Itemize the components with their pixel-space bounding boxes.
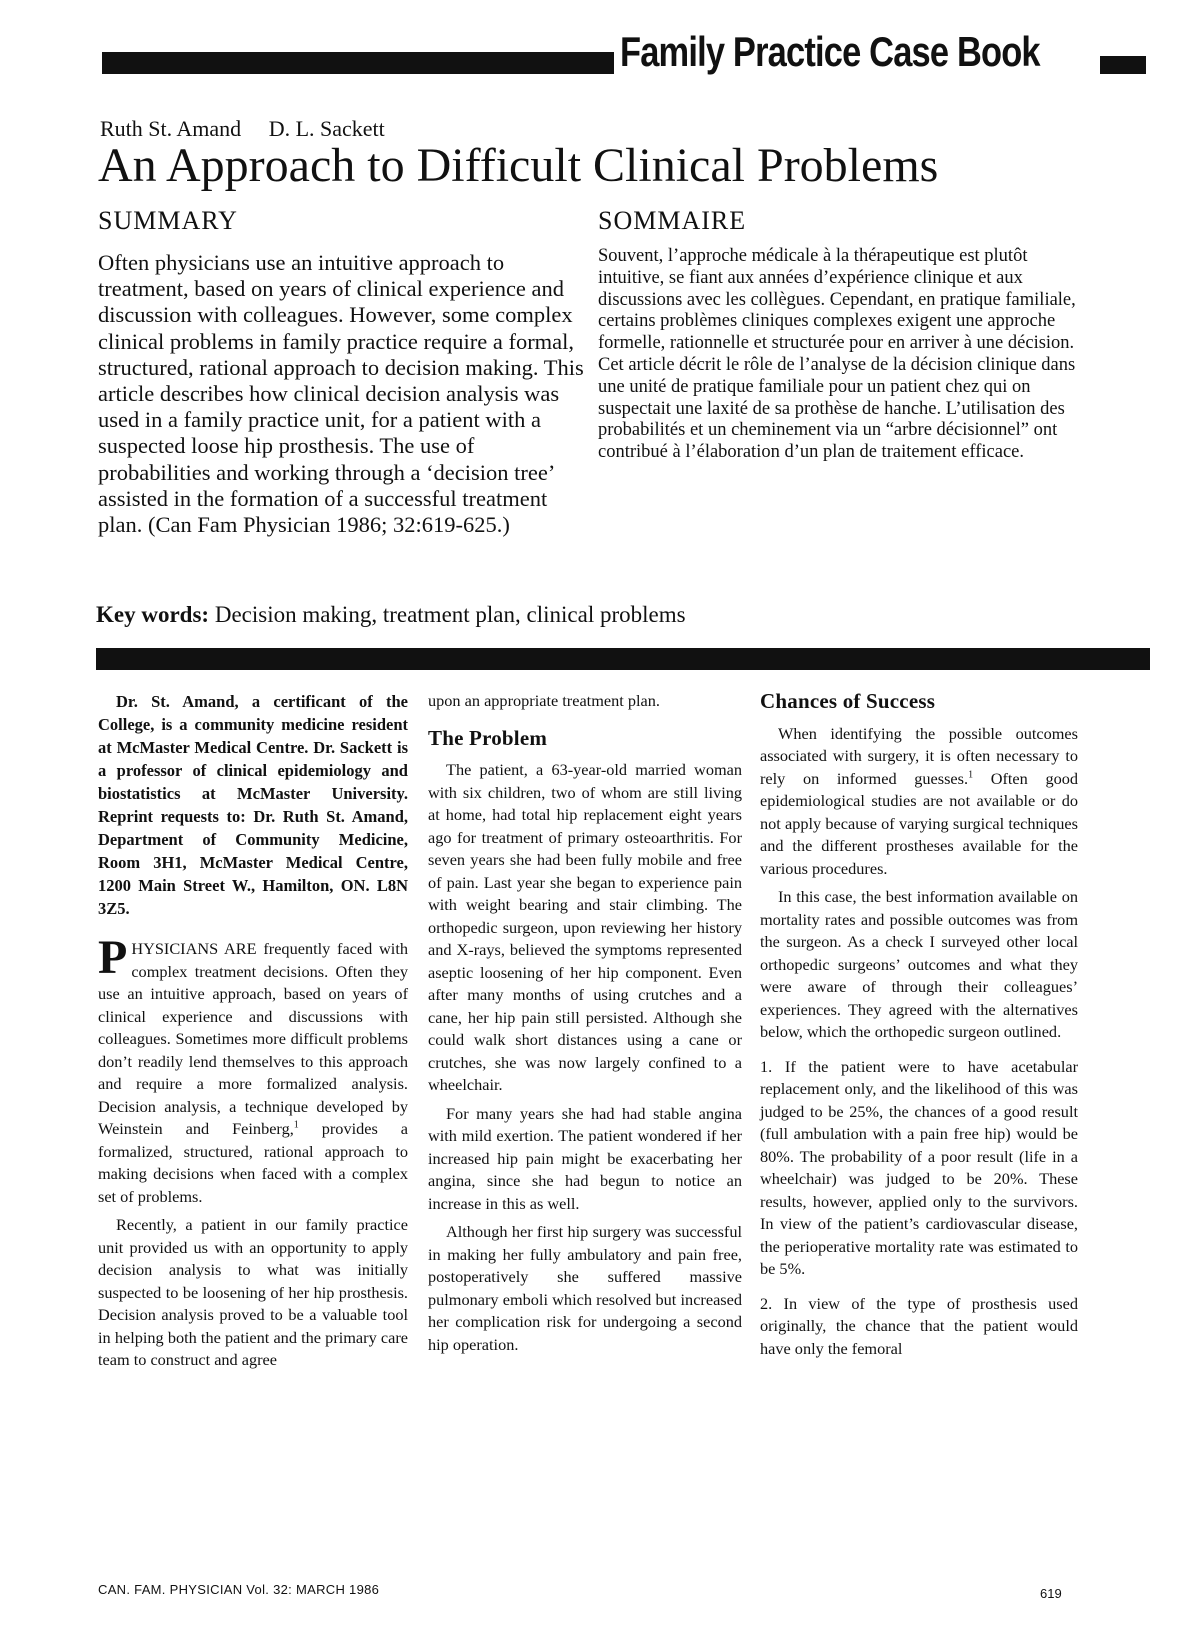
success-heading: Chances of Success [760, 689, 936, 713]
success-paragraph: When identifying the possible outcomes associated with surgery, it is often necessary to rely on informed guesses.$^1$ Often good epidemiological studies are not available or do not apply because of varying surgical techniques and the different prostheses available for the various procedures. [760, 723, 1079, 878]
intro-paragraph: Recently, a patient in our family practice unit provided us with an opportunity to apply decision analysis to what was initially suspected to be loosening of her hip prosthesis. Decision analysis proved to be a valuable tool in helping both the patient and the primary care team to construct and agree [98, 1215, 408, 1369]
body-column-3 [760, 690, 1078, 1366]
problem-paragraph: The patient, a 63-year-old married woman with six children, two of whom are still living at home, had total hip replacement eight years ago for treatment of primary osteoarthritis. For seven years she had been fully mobile and free of pain. Last year she began to experience pain with weight bearing and stair climbing. The orthopedic surgeon, upon reviewing her history and X-rays, believed the symptoms represented aseptic loosening of her hip component. Even after many months of using crutches and a cane, her hip pain still persisted. Although she could walk short distances using a cane or crutches, she was now largely confined to a wheelchair. [428, 760, 742, 1094]
summary-heading: SUMMARY [98, 206, 238, 235]
continued-paragraph: upon an appropriate treatment plan. [428, 691, 660, 710]
numbered-item: 1. If the patient were to have acetabular replacement only, and the likelihood of this was judged to be 25%, the chances of a good result (full ambulation with a pain free hip) would be 80%. The probability of a poor result (life in a wheelchair) was judged to be 20%. These results, however, applied only to the survivors. In view of the patient’s cardiovascular disease, the perioperative mortality rate was estimated to be 5%. [760, 1056, 1078, 1278]
success-paragraph: In this case, the best information available on mortality rates and possible outcomes was from the surgeon. As a check I surveyed other local orthopedic surgeons’ outcomes and what they were aware of through their colleagues’ experiences. They agreed with the alternatives below, which the orthopedic surgeon outlined. [760, 887, 1078, 1041]
article-title: An Approach to Difficult Clinical Problems [98, 139, 939, 192]
keywords-line [96, 602, 686, 628]
author-name: Ruth St. Amand [100, 116, 242, 141]
sommaire-heading: SOMMAIRE [598, 206, 747, 235]
drop-cap: P [98, 931, 128, 984]
header-rule-bar-end [1100, 56, 1146, 74]
body-column-2 [428, 690, 742, 1362]
page-number: 619 [1040, 1586, 1062, 1601]
sommaire-text: Souvent, l’approche médicale à la thérapeutique est plutôt intuitive, se fiant aux années d’expérience clinique et aux discussions avec les collègues. Cependant, en pratique familiale, certains problèmes cliniques complexes exigent une approche formelle, rationnelle et structurée pour en arriver à une décision. Cet article décrit le rôle de l’analyse de la décision clinique dans une unité de pratique familiale pour un patient chez qui on suspectait une laxité de sa prothèse de hanche. L’utilisation des probabilités et un cheminement via un “arbre décisionnel” ont contribué à l’élaboration d’un plan de traitement efficace. [598, 246, 1076, 463]
problem-heading: The Problem [428, 725, 548, 750]
summary-text: Often physicians use an intuitive approach to treatment, based on years of clinical experience and discussion with colleagues. However, some complex clinical problems in family practice require a formal, structured, rational approach to decision making. This article describes how clinical decision analysis was used in a family practice unit, for a patient with a suspected loose hip prosthesis. The use of probabilities and working through a ‘decision tree’ assisted in the formation of a successful treatment plan. (Can Fam Physician 1986; 32:619-625.) [98, 250, 584, 538]
section-title: Family Practice Case Book [620, 28, 1040, 75]
problem-paragraph: For many years she had had stable angina with mild exertion. The patient wondered if her increased hip pain might be exacerbating her angina, since she had begun to notice an increase in this as well. [428, 1103, 742, 1213]
journal-footer: CAN. FAM. PHYSICIAN Vol. 32: MARCH 1986 [98, 1582, 380, 1597]
footnote-ref: 1 [293, 1119, 299, 1131]
author-note: Dr. St. Amand, a certificant of the College, is a community medicine resident at McMaster Medical Centre. Dr. Sackett is a professor of clinical epidemiology and biostatistics at McMaster University. Reprint requests to: Dr. Ruth St. Amand, Department of Community Medicine, Room 3H1, McMaster Medical Centre, 1200 Main Street W., Hamilton, ON. L8N 3Z5. [98, 692, 408, 918]
numbered-item: 2. In view of the type of prosthesis used originally, the chance that the patient would have only the femoral [760, 1293, 1078, 1358]
problem-paragraph: Although her first hip surgery was successful in making her fully ambulatory and pain free, postoperatively she suffered massive pulmonary emboli which resolved but increased her complication risk for undergoing a second hip operation. [428, 1222, 742, 1354]
section-divider-bar [96, 648, 1150, 670]
author-name: D. L. Sackett [268, 116, 385, 141]
intro-paragraph: PHYSICIANS ARE frequently faced with complex treatment decisions. Often they use an intuitive approach, based on years of clinical experience and discussions with colleagues. Sometimes more difficult problems don’t readily lend themselves to this approach and require a more formalized analysis. Decision analysis, a technique developed by Weinstein and Feinberg,$^1$ provides a formalized, structured, rational approach to making decisions when faced with a complex set of problems. [98, 931, 408, 1206]
keywords-label: Key words: [96, 602, 210, 627]
footnote-ref: 1 [968, 769, 974, 781]
body-column-1 [98, 690, 408, 1378]
keywords-text: Decision making, treatment plan, clinical problems [214, 602, 686, 627]
header-rule-bar [102, 52, 614, 74]
